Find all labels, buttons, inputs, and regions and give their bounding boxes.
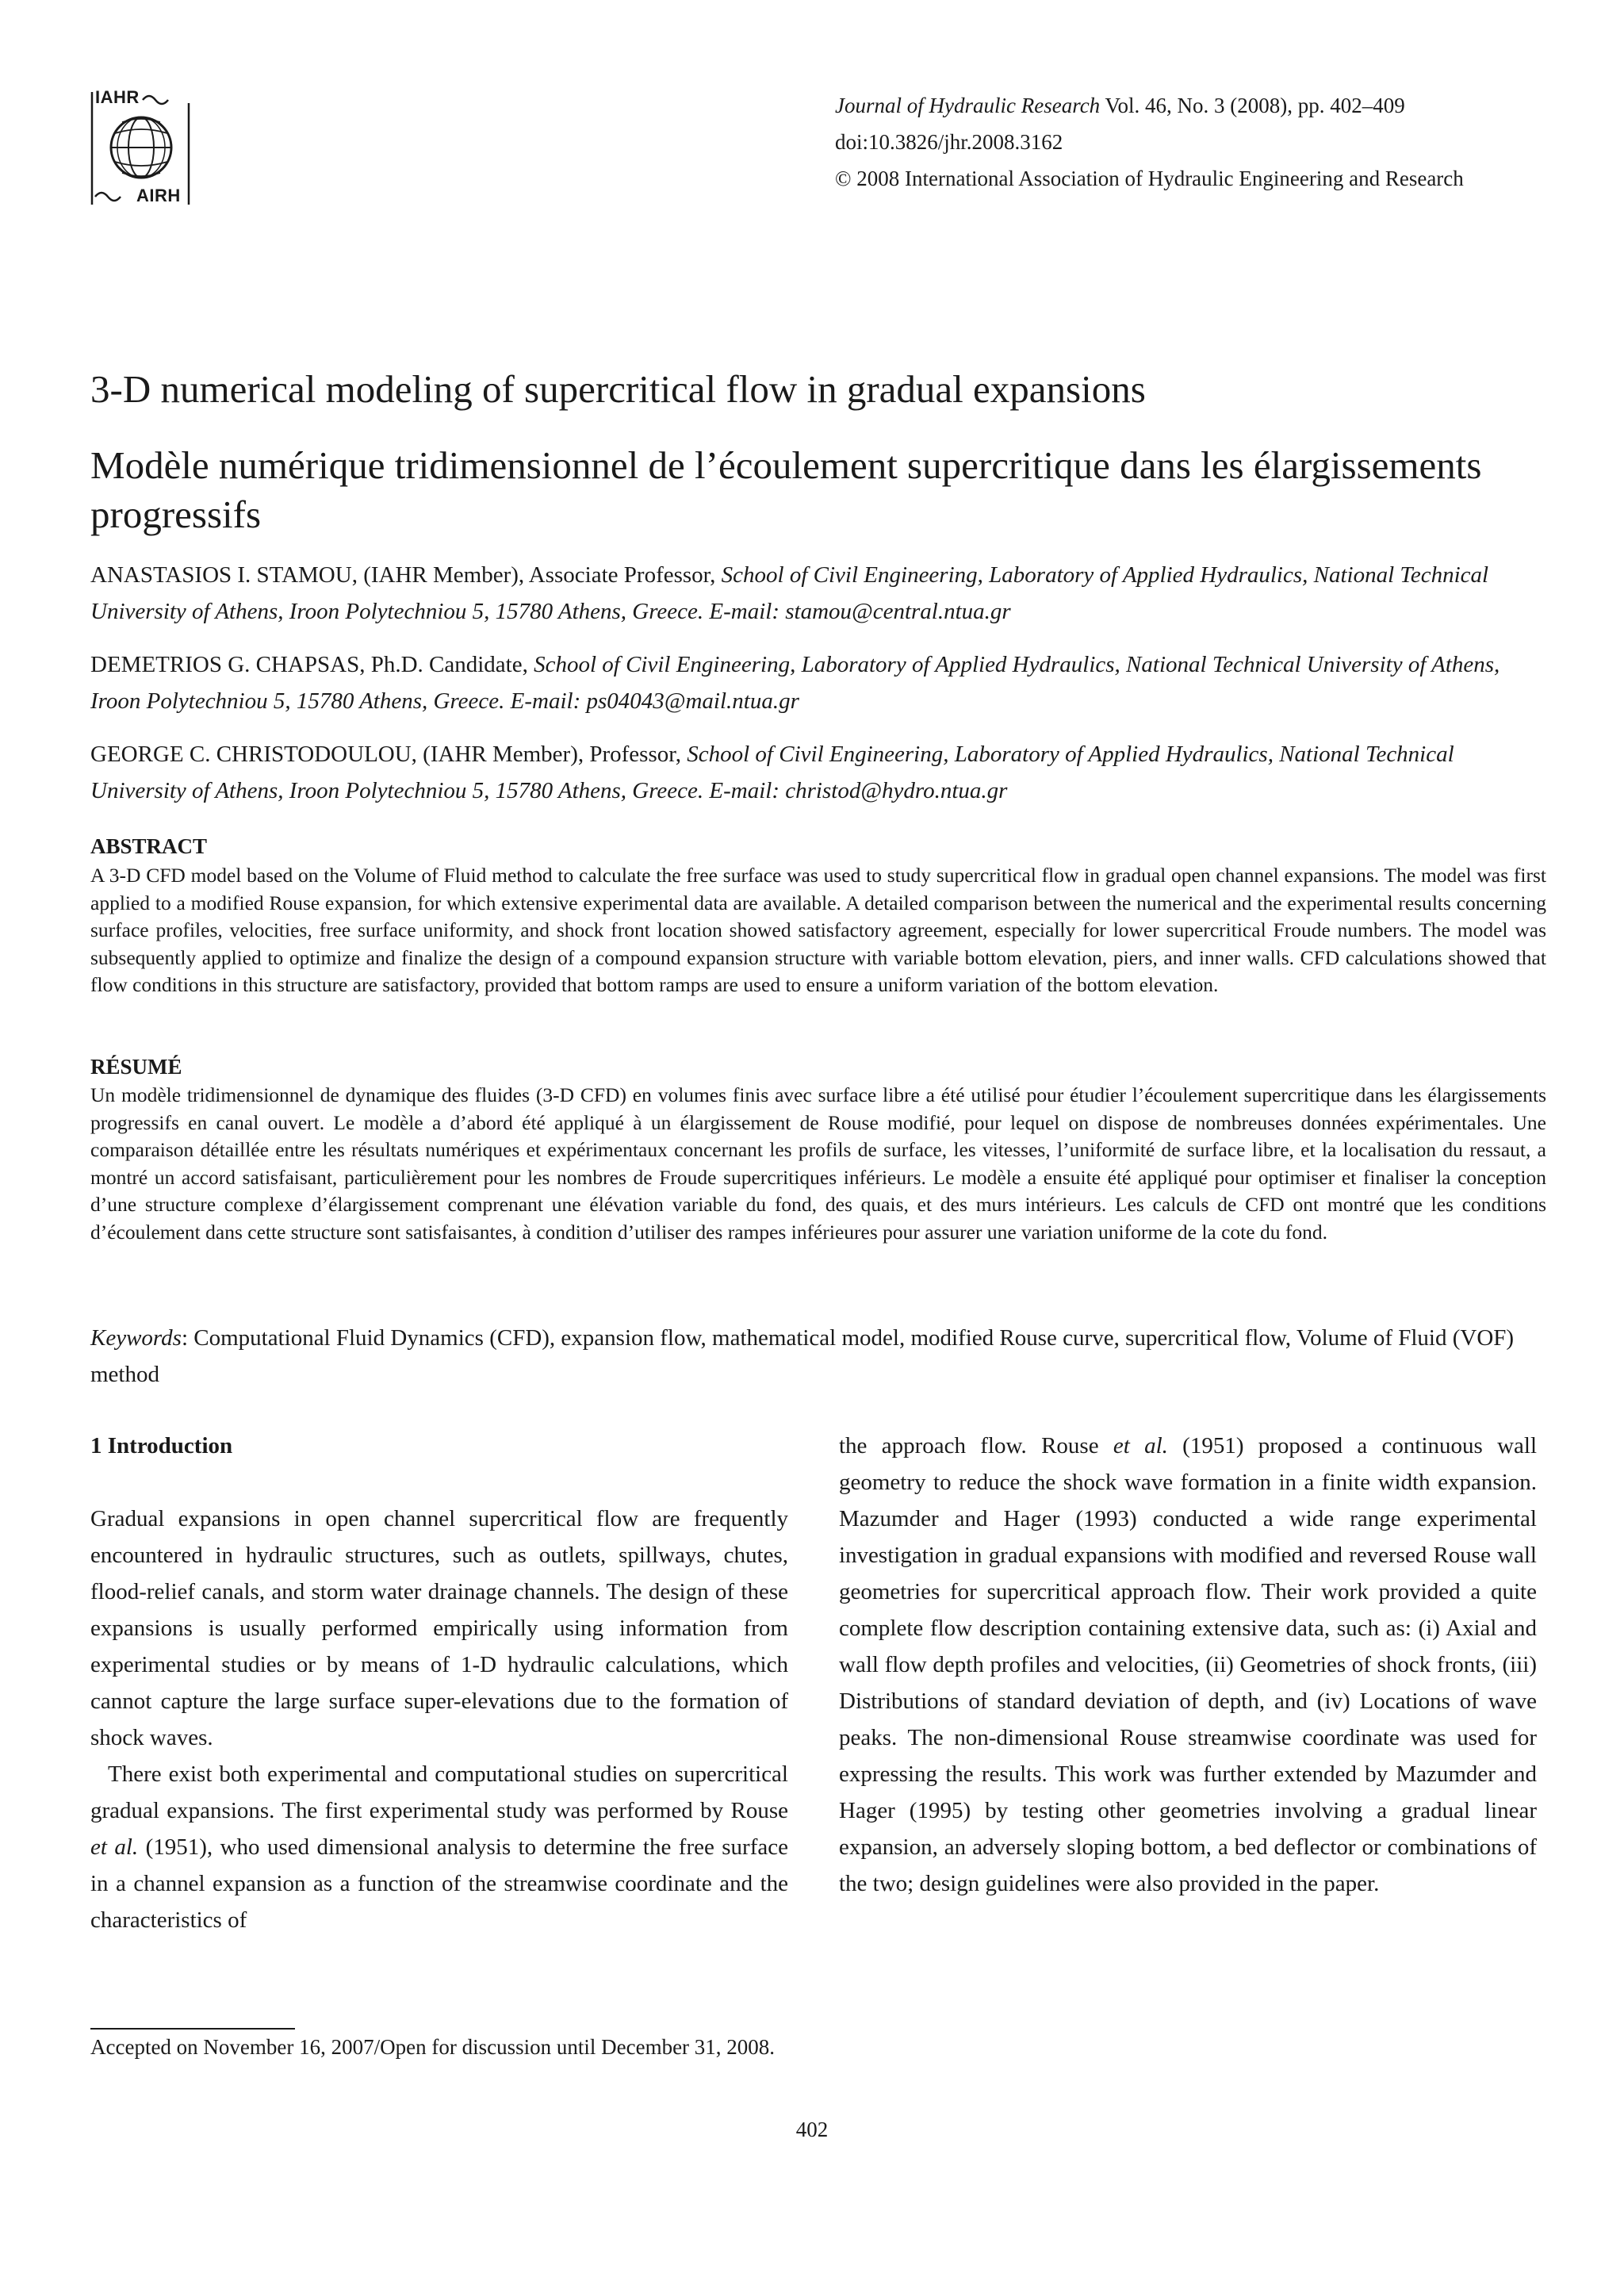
iahr-logo: [87, 86, 198, 213]
intro-paragraph-1: Gradual expansions in open channel supercritical flow are frequently encountered in hydraulic structures, such as outlets, spillways, chutes, flood-relief canals, and storm water drainage channels. The design of these expansions is usually performed empirically using information from experimental studies or by means of 1-D hydraulic calculations, which cannot capture the large surface super-elevations due to the formation of shock waves.: [90, 1506, 788, 1750]
author-affiliation: School of Civil Engineering, Laboratory of Applied Hydraulics, National Technical University of Athens, Iroon Polytechniou 5, 15780 Athens, Greece. E-mail: ps04043@mail.ntua.gr: [90, 652, 1500, 714]
journal-copyright: © 2008 International Association of Hydraulic Engineering and Research: [835, 167, 1464, 190]
intro-p2-start: There exist both experimental and computational studies on supercritical gradual expansions. The first experimental study was performed by Rouse: [90, 1761, 788, 1823]
author-name: GEORGE C. CHRISTODOULOU, (IAHR Member), Professor,: [90, 742, 688, 767]
journal-name: Journal of Hydraulic Research: [835, 94, 1101, 117]
keywords-text: : Computational Fluid Dynamics (CFD), expansion flow, mathematical model, modified Rouse curve, supercritical flow, Volume of Fluid (VOF) method: [90, 1325, 1515, 1387]
keywords-label: Keywords: [90, 1325, 182, 1351]
author-name: DEMETRIOS G. CHAPSAS, Ph.D. Candidate,: [90, 652, 534, 677]
journal-header: [835, 87, 1464, 197]
journal-citation: [835, 87, 1464, 124]
author-affiliation: School of Civil Engineering, Laboratory of Applied Hydraulics, National Technical University of Athens, Iroon Polytechniou 5, 15780 Athens, Greece. E-mail: stamou@central.ntua.gr: [90, 562, 1489, 624]
logo-text-top: IAHR: [95, 87, 140, 107]
logo-text-bottom: AIRH: [136, 186, 181, 205]
author-2: [90, 646, 1549, 719]
page-number: 402: [795, 2118, 829, 2141]
journal-doi: doi:10.3826/jhr.2008.3162: [835, 130, 1063, 154]
intro-p2-etal: et al.: [90, 1834, 139, 1860]
abstract-text: A 3-D CFD model based on the Volume of Fluid method to calculate the free surface was used to study supercritical flow in gradual open channel expansions. The model was first applied to a modified Rouse expansion, for which extensive experimental data are available. A detailed comparison between the numerical and the experimental results concerning surface profiles, velocities, free surface uniformity, and shock front location showed satisfactory agreement, especially for lower supercritical Froude numbers. The model was subsequently applied to optimize and finalize the design of a compound expansion structure with variable bottom elevation, piers, and inner walls. CFD calculations showed that flow conditions in this structure are satisfactory, provided that bottom ramps are used to ensure a uniform variation of the bottom elevation.: [90, 864, 1546, 996]
intro-paragraph-2: [90, 1756, 788, 1938]
author-3: [90, 736, 1549, 809]
author-name: ANASTASIOS I. STAMOU, (IAHR Member), Associate Professor,: [90, 562, 722, 588]
section-heading-introduction: 1 Introduction: [90, 1433, 233, 1458]
intro-p3-start: the approach flow. Rouse: [839, 1433, 1113, 1458]
journal-volume: Vol. 46, No. 3 (2008), pp. 402–409: [1100, 94, 1405, 117]
intro-p3-etal: et al.: [1113, 1433, 1168, 1458]
author-1: [90, 557, 1549, 630]
footnote: Accepted on November 16, 2007/Open for discussion until December 31, 2008.: [90, 2035, 776, 2059]
footnote-rule: [90, 2028, 295, 2030]
author-affiliation: School of Civil Engineering, Laboratory of Applied Hydraulics, National Technical University of Athens, Iroon Polytechniou 5, 15780 Athens, Greece. E-mail: christod@hydro.ntua.gr: [90, 742, 1454, 803]
column-right: [839, 1428, 1537, 1902]
keywords: [90, 1320, 1557, 1393]
abstract-heading: ABSTRACT: [90, 834, 208, 858]
paper-title: 3-D numerical modeling of supercritical flow in gradual expansions: [90, 367, 1146, 411]
intro-paragraph-3: [839, 1428, 1537, 1902]
column-left: [90, 1428, 788, 1938]
resume-text: Un modèle tridimensionnel de dynamique des fluides (3-D CFD) en volumes finis avec surface libre a été utilisé pour étudier l’écoulement supercritique dans les élargissements progressifs en canal ouvert. Le modèle a d’abord été appliqué à un élargissement de Rouse modifié, pour lequel on dispose de nombreuses données expérimentales. Une comparaison détaillée entre les résultats numériques et expérimentaux concernant les profils de surface, les vitesses, l’uniformité de surface libre, et la localisation du ressaut, a montré un accord satisfaisant, particulièrement pour les nombres de Froude supercritiques inférieurs. Le modèle a ensuite été appliqué pour optimiser et finaliser la conception d’une structure complexe d’élargissement comprenant une élévation variable du fond, des quais, et des murs intérieurs. Les calculs de CFD ont montré que les conditions d’écoulement dans cette structure sont satisfaisantes, à condition d’utiliser des rampes inférieures pour assurer une variation uniforme de la cote du fond.: [90, 1083, 1546, 1244]
resume-heading: RÉSUMÉ: [90, 1055, 182, 1079]
intro-p2-end: (1951), who used dimensional analysis to determine the free surface in a channel expansion as a function of the streamwise coordinate and the characteristics of: [90, 1834, 788, 1933]
intro-p3-end: (1951) proposed a continuous wall geometry to reduce the shock wave formation in a finite width expansion. Mazumder and Hager (1993) conducted a wide range experimental investigation in gradual expansions with modified and reversed Rouse wall geometries for supercritical approach flow. Their work provided a quite complete flow description containing extensive data, such as: (i) Axial and wall flow depth profiles and velocities, (ii) Geometries of shock fronts, (iii) Distributions of standard deviation of depth, and (iv) Locations of wave peaks. The non-dimensional Rouse streamwise coordinate was used for expressing the results. This work was further extended by Mazumder and Hager (1995) by testing other geometries involving a gradual linear expansion, an adversely sloping bottom, a bed deflector or combinations of the two; design guidelines were also provided in the paper.: [839, 1433, 1537, 1896]
paper-subtitle: Modèle numérique tridimensionnel de l’écoulement supercritique dans les élargissements progressifs: [90, 443, 1482, 536]
